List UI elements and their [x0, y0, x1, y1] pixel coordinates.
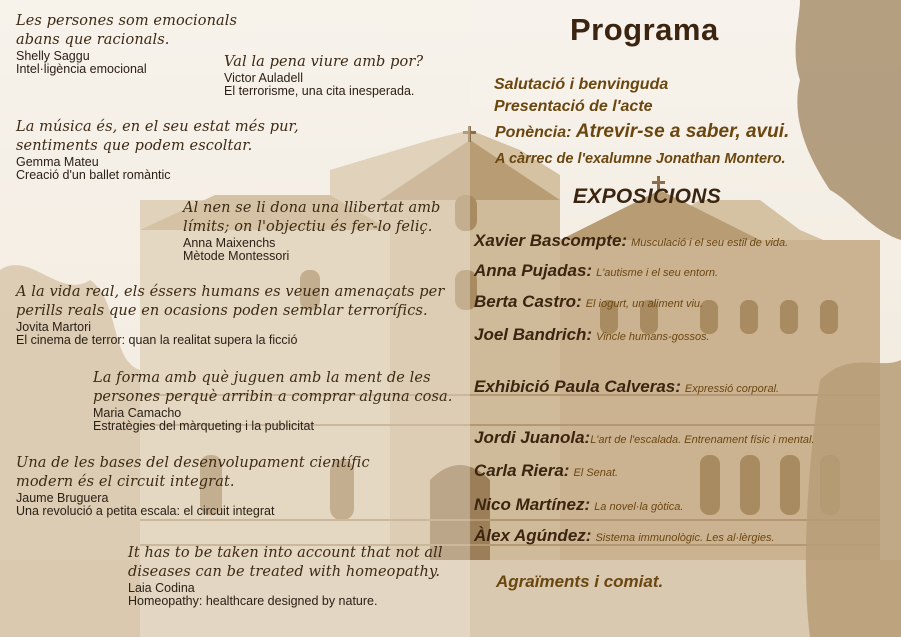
presentation-item: Presentació de l'acte [494, 98, 653, 115]
quote-block [16, 118, 299, 182]
quote-block [16, 454, 370, 518]
quote-author: Maria Camacho [93, 406, 182, 420]
quote-block [16, 283, 444, 347]
exhibition-row [474, 495, 683, 515]
quote-author: Victor Auladell [224, 71, 303, 85]
talk-title: Atrevir-se a saber, avui. [575, 121, 790, 142]
quote-topic: Homeopathy: healthcare designed by nature. [128, 594, 378, 608]
exhibition-row [474, 325, 710, 345]
quote-block [16, 12, 237, 76]
exhibition-topic: Vincle humans-gossos. [596, 331, 710, 343]
exhibitor-name: Xavier Bascompte: [474, 231, 628, 250]
exhibition-topic: L'art de l'escalada. Entrenament físic i mental. [590, 434, 815, 446]
quote-topic: Estratègies del màrqueting i la publicitat [93, 419, 314, 433]
exhibition-row [474, 231, 788, 251]
quote-author: Gemma Mateu [16, 155, 99, 169]
exhibition-row [474, 428, 815, 448]
exhibitor-name: Carla Riera: [474, 461, 570, 480]
quote-text: A la vida real, els éssers humans es veuen amenaçats per perills reals que en ocasions poden semblar terrorífics. [16, 284, 445, 319]
exhibition-row [474, 461, 618, 481]
exhibitor-name: Àlex Agúndez: [474, 526, 592, 545]
quote-block [224, 53, 423, 98]
talk-speaker: A càrrec de l'exalumne Jonathan Montero. [495, 151, 786, 167]
quote-block [128, 544, 443, 608]
exhibitor-name: Nico Martínez: [474, 495, 591, 514]
programme-title: Programa [570, 12, 719, 47]
exhibition-topic: Musculació i el seu estil de vida. [631, 237, 789, 249]
talk-label: Ponència: [495, 124, 572, 141]
exhibition-row [474, 292, 703, 312]
exhibition-topic: El Senat. [573, 467, 619, 479]
quote-author: Laia Codina [128, 581, 195, 595]
quote-text: Al nen se li dona una llibertat amb límits; on l'objectiu és fer-lo feliç. [183, 200, 441, 235]
quote-topic: El cinema de terror: quan la realitat supera la ficció [16, 333, 298, 347]
exhibitor-name: Berta Castro: [474, 292, 582, 311]
exhibition-row [474, 526, 775, 546]
exhibitor-name: Jordi Juanola: [474, 428, 591, 447]
exhibitor-name: Joel Bandrich: [474, 325, 593, 344]
exhibition-row [474, 261, 718, 281]
exhibition-topic: Sistema immunològic. Les al·lèrgies. [595, 532, 775, 544]
quote-text: La música és, en el seu estat més pur, sentiments que podem escoltar. [16, 119, 299, 154]
quote-text: It has to be taken into account that not all diseases can be treated with homeopathy. [128, 545, 443, 580]
quote-text: La forma amb què juguen amb la ment de les persones perquè arribin a comprar alguna cosa. [93, 370, 453, 405]
quote-text: Val la pena viure amb por? [224, 54, 424, 70]
quote-topic: Intel·ligència emocional [16, 62, 147, 76]
exhibitions-heading: EXPOSICIONS [573, 185, 722, 208]
quote-topic: Una revolució a petita escala: el circuit integrat [16, 504, 275, 518]
quote-author: Jaume Bruguera [16, 491, 109, 505]
quote-block [183, 199, 440, 263]
quote-topic: Mètode Montessori [183, 249, 290, 263]
quote-text: Les persones som emocionals abans que racionals. [16, 13, 238, 48]
exhibitor-name: Anna Pujadas: [474, 261, 593, 280]
exhibition-topic: La novel·la gòtica. [594, 501, 684, 513]
exhibition-row [474, 377, 779, 397]
quote-topic: El terrorisme, una cita inesperada. [224, 84, 415, 98]
exhibition-topic: Expressió corporal. [684, 383, 780, 395]
talk-item [495, 121, 789, 143]
exhibitor-name: Exhibició Paula Calveras: [474, 377, 681, 396]
exhibition-topic: El iogurt, un aliment viu. [585, 298, 704, 310]
closing-item: Agraïments i comiat. [496, 572, 664, 591]
quote-author: Jovita Martori [16, 320, 92, 334]
quote-author: Shelly Saggu [16, 49, 90, 63]
quote-text: Una de les bases del desenvolupament científic modern és el circuit integrat. [16, 455, 370, 490]
quote-block [93, 369, 452, 433]
quote-topic: Creació d'un ballet romàntic [16, 168, 171, 182]
quote-author: Anna Maixenchs [183, 236, 276, 250]
welcome-item: Salutació i benvinguda [494, 76, 669, 93]
exhibition-topic: L'autisme i el seu entorn. [596, 267, 719, 279]
